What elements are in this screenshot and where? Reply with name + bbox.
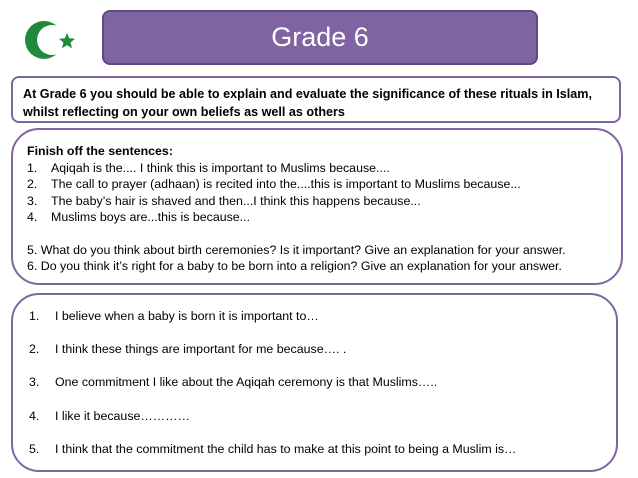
answer-row	[29, 374, 616, 391]
list-item	[27, 176, 621, 193]
task-list	[27, 160, 621, 226]
question-5: 5. What do you think about birth ceremonies? Is it important? Give an explanation for your answer.	[27, 242, 566, 257]
answer-text: I like it because…………	[55, 408, 190, 423]
answer-row	[29, 308, 616, 325]
page-title: Grade 6	[271, 22, 369, 52]
answer-box	[11, 293, 618, 472]
answer-text: I think these things are important for me because…. .	[55, 342, 347, 357]
answer-row	[29, 441, 616, 458]
crescent-star-icon	[22, 14, 82, 66]
objective-box	[11, 76, 621, 123]
answer-number: 1.	[29, 309, 40, 323]
task-heading: Finish off the sentences:	[27, 144, 173, 158]
answer-number: 2.	[29, 342, 40, 357]
answer-row	[29, 341, 616, 358]
list-item	[27, 209, 621, 226]
answer-text: One commitment I like about the Aqiqah ceremony is that Muslims…..	[55, 375, 438, 390]
question-6: 6. Do you think it’s right for a baby to be born into a religion? Give an explanation for your answer.	[27, 259, 562, 273]
answer-row	[29, 408, 616, 425]
answer-text: I think that the commitment the child has to make at this point to being a Muslim is…	[55, 441, 517, 456]
item-text: Muslims boys are...this is because...	[51, 210, 251, 224]
item-text: Aqiqah is the.... I think this is important to Muslims because....	[51, 160, 390, 175]
item-number: 2.	[27, 177, 38, 191]
answer-number: 5.	[29, 441, 40, 456]
item-text: The baby’s hair is shaved and then...I think this happens because...	[51, 193, 421, 208]
answer-number: 3.	[29, 375, 40, 390]
spacer	[27, 226, 621, 242]
list-item	[27, 160, 621, 177]
list-item	[27, 193, 621, 210]
task-box	[11, 128, 623, 285]
answer-number: 4.	[29, 408, 40, 423]
item-number: 4.	[27, 210, 38, 224]
title-banner	[102, 10, 538, 65]
objective-text: At Grade 6 you should be able to explain and evaluate the significance of these rituals in Islam, whilst reflecting on your own beliefs as well as others	[23, 87, 592, 119]
item-text: The call to prayer (adhaan) is recited into the....this is important to Muslims because...	[51, 177, 521, 191]
item-number: 3.	[27, 193, 38, 208]
item-number: 1.	[27, 160, 38, 175]
answer-text: I believe when a baby is born it is important to…	[55, 309, 319, 323]
